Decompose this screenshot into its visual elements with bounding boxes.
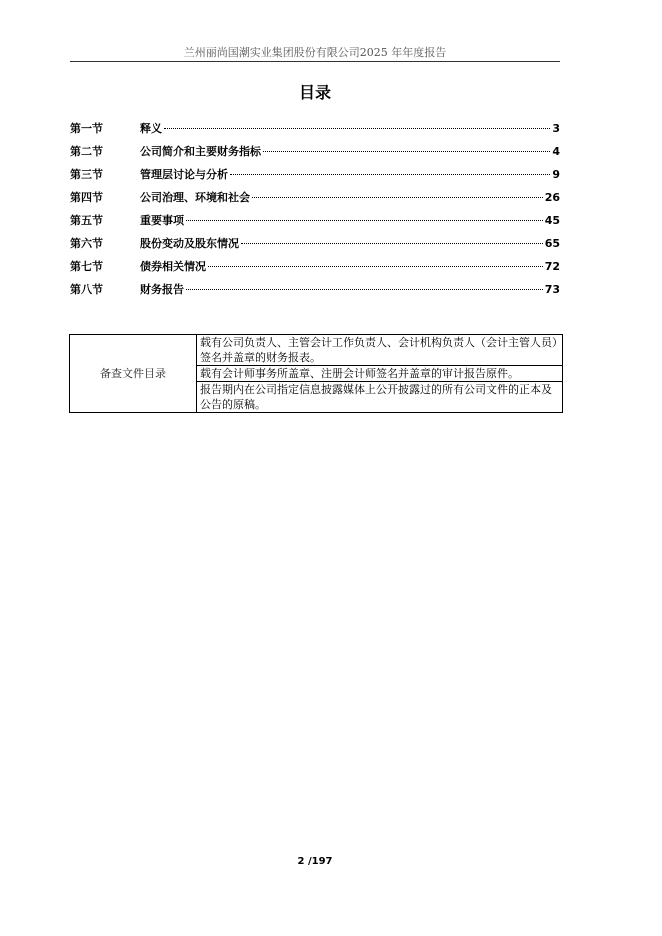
toc-section-title: 股份变动及股东情况 (140, 237, 239, 250)
toc-leader (230, 174, 550, 175)
toc-section-number: 第六节 (70, 237, 103, 250)
toc-section-title: 财务报告 (140, 283, 184, 296)
toc-page-number: 45 (544, 214, 560, 227)
toc-leader (186, 289, 543, 290)
toc-section-number: 第三节 (70, 168, 103, 181)
toc-leader (164, 128, 550, 129)
toc-page-number: 3 (552, 122, 560, 135)
reference-file-item: 报告期内在公司指定信息披露媒体上公开披露过的所有公司文件的正本及公告的原稿。 (197, 382, 563, 413)
toc-page-number: 72 (544, 260, 560, 273)
toc-page-number: 26 (544, 191, 560, 204)
reference-file-item: 载有公司负责人、主管会计工作负责人、会计机构负责人（会计主管人员）签名并盖章的财务报表。 (197, 335, 563, 366)
toc-section-title: 公司治理、环境和社会 (140, 191, 250, 204)
toc-leader (252, 197, 543, 198)
toc-leader (186, 220, 543, 221)
page-title: 目录 (298, 83, 331, 102)
toc-section-title: 债券相关情况 (140, 260, 206, 273)
reference-files-label: 备查文件目录 (70, 335, 197, 413)
toc-section-number: 第七节 (70, 260, 103, 273)
table-row (70, 335, 563, 366)
toc-leader (263, 151, 550, 152)
reference-file-item: 载有会计师事务所盖章、注册会计师签名并盖章的审计报告原件。 (197, 366, 563, 382)
toc-entry[interactable] (70, 258, 560, 281)
toc-entry[interactable] (70, 281, 560, 304)
toc-leader (241, 243, 543, 244)
page-number: 2 /197 (297, 856, 333, 867)
reference-files-table (69, 334, 563, 413)
toc-entry[interactable] (70, 212, 560, 235)
toc-section-number: 第五节 (70, 214, 103, 227)
table-of-contents (70, 120, 560, 304)
toc-page-number: 73 (544, 283, 560, 296)
toc-section-number: 第八节 (70, 283, 103, 296)
toc-section-title: 公司简介和主要财务指标 (140, 145, 261, 158)
toc-section-number: 第一节 (70, 122, 103, 135)
toc-entry[interactable] (70, 166, 560, 189)
toc-entry[interactable] (70, 235, 560, 258)
toc-entry[interactable] (70, 143, 560, 166)
toc-section-title: 重要事项 (140, 214, 184, 227)
toc-section-number: 第二节 (70, 145, 103, 158)
toc-entry[interactable] (70, 120, 560, 143)
toc-entry[interactable] (70, 189, 560, 212)
toc-leader (208, 266, 543, 267)
toc-section-title: 管理层讨论与分析 (140, 168, 228, 181)
toc-page-number: 9 (552, 168, 560, 181)
toc-section-title: 释义 (140, 122, 162, 135)
page-header: 兰州丽尚国潮实业集团股份有限公司2025 年年度报告 (183, 46, 447, 59)
toc-page-number: 65 (544, 237, 560, 250)
toc-section-number: 第四节 (70, 191, 103, 204)
toc-page-number: 4 (552, 145, 560, 158)
header-divider (70, 61, 560, 62)
